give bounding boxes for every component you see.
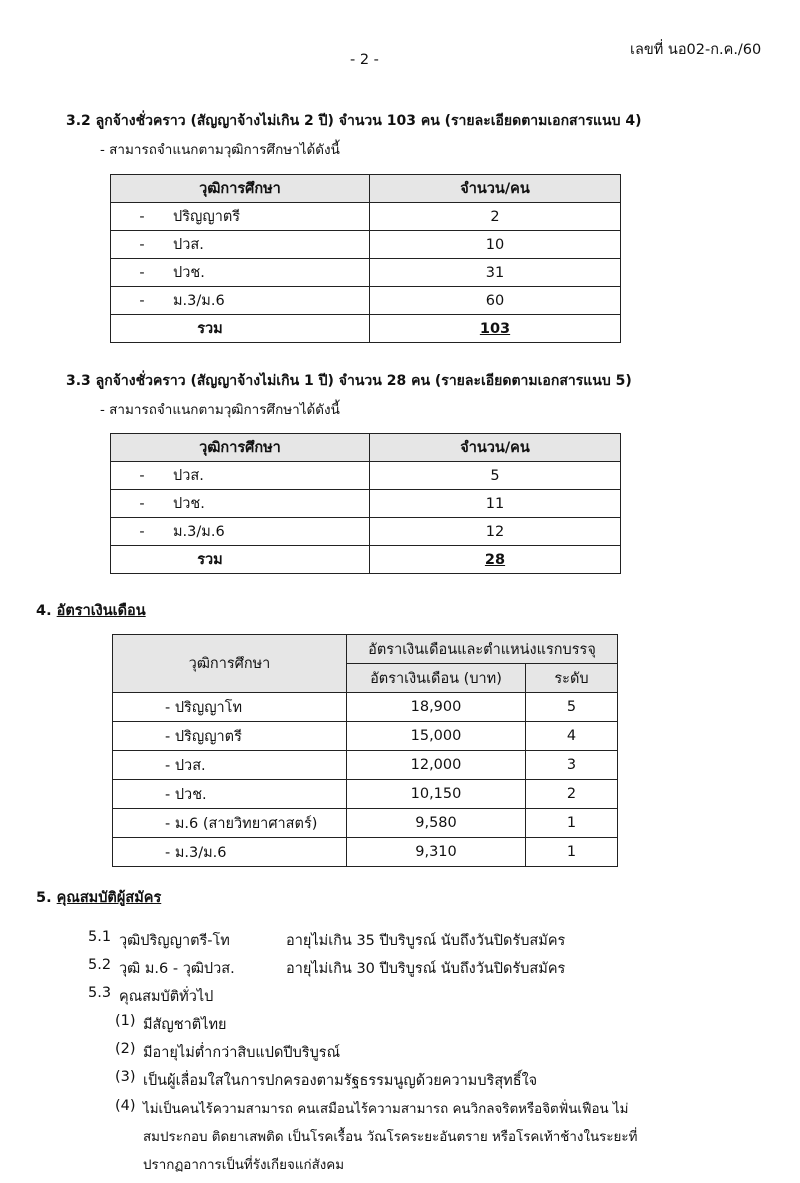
total-label: รวม	[111, 315, 370, 343]
row-level: 1	[526, 838, 618, 867]
document-number: เลขที่ นอ02-ก.ค./60	[630, 42, 762, 58]
general-label: คุณสมบัติทั่วไป	[119, 989, 214, 1005]
table-row	[113, 751, 618, 780]
section-3-2-heading: 3.2 ลูกจ้างชั่วคราว (สัญญาจ้างไม่เกิน 2 ปี) จำนวน 103 คน (รายละเอียดตามเอกสารแนบ 4)	[66, 113, 642, 129]
row-count: 31	[370, 259, 621, 287]
general-item-text: เป็นผู้เลื่อมใสในการปกครองตามรัฐธรรมนูญด้วยความบริสุทธิ์ใจ	[143, 1073, 538, 1089]
row-salary: 15,000	[347, 722, 526, 751]
section-5-heading	[36, 886, 161, 909]
col-header-education: วุฒิการศึกษา	[113, 635, 347, 693]
general-item-text: ไม่เป็นคนไร้ความสามารถ คนเสมือนไร้ความสามารถ คนวิกลจริตหรือจิตฟั่นเฟือน ไม่	[143, 1102, 629, 1117]
row-count: 5	[370, 462, 621, 490]
section-4-number: 4.	[36, 603, 52, 619]
table-row	[113, 722, 618, 751]
section-5-title: คุณสมบัติผู้สมัคร	[56, 890, 162, 906]
general-item-number: (3)	[115, 1069, 136, 1085]
row-count: 2	[370, 203, 621, 231]
total-value: 28	[370, 546, 621, 574]
row-salary: 9,310	[347, 838, 526, 867]
qualification-label: วุฒิ ม.6 - วุฒิปวส.	[119, 961, 235, 977]
table-row	[113, 693, 618, 722]
item-number: 5.1	[88, 929, 112, 945]
table-row	[111, 231, 621, 259]
table-row	[111, 287, 621, 315]
row-dash: -	[139, 496, 145, 512]
section-3-2-subheading: - สามารถจำแนกตามวุฒิการศึกษาได้ดังนี้	[100, 142, 340, 158]
col-header-level: ระดับ	[526, 664, 618, 693]
row-label: ปวช.	[173, 265, 205, 281]
col-header-salary: อัตราเงินเดือน (บาท)	[347, 664, 526, 693]
table-row	[113, 780, 618, 809]
table-row	[111, 203, 621, 231]
row-salary: 10,150	[347, 780, 526, 809]
total-value: 103	[370, 315, 621, 343]
row-education: - ปวส.	[113, 751, 347, 780]
general-item-number: (4)	[115, 1098, 136, 1114]
row-count: 10	[370, 231, 621, 259]
row-level: 5	[526, 693, 618, 722]
row-dash: -	[139, 265, 145, 281]
row-salary: 18,900	[347, 693, 526, 722]
salary-table	[112, 634, 618, 867]
section-3-3-subheading: - สามารถจำแนกตามวุฒิการศึกษาได้ดังนี้	[100, 402, 340, 418]
row-dash: -	[139, 524, 145, 540]
row-level: 4	[526, 722, 618, 751]
section-3-3-heading: 3.3 ลูกจ้างชั่วคราว (สัญญาจ้างไม่เกิน 1 ปี) จำนวน 28 คน (รายละเอียดตามเอกสารแนบ 5)	[66, 373, 632, 389]
general-item-number: (2)	[115, 1041, 136, 1057]
row-label: ปวส.	[173, 237, 204, 253]
row-label: ม.3/ม.6	[173, 524, 225, 540]
general-item-text-continued: ปรากฏอาการเป็นที่รังเกียจแก่สังคม	[143, 1158, 345, 1173]
table-row	[111, 518, 621, 546]
row-label: ปวช.	[173, 496, 205, 512]
row-count: 11	[370, 490, 621, 518]
row-dash: -	[139, 293, 145, 309]
qualification-item	[88, 929, 111, 945]
general-item-text-continued: สมประกอบ ติดยาเสพติด เป็นโรคเรื้อน วัณโรคระยะอันตราย หรือโรคเท้าช้างในระยะที่	[143, 1130, 638, 1145]
row-dash: -	[139, 237, 145, 253]
table-total-row	[111, 315, 621, 343]
row-dash: -	[139, 209, 145, 225]
row-education: - ปวช.	[113, 780, 347, 809]
table-row	[111, 490, 621, 518]
table-3-3	[110, 433, 621, 574]
table-row	[113, 809, 618, 838]
col-header-education: วุฒิการศึกษา	[111, 434, 370, 462]
salary-header-row-1	[113, 635, 618, 664]
page-number: - 2 -	[350, 52, 379, 68]
qualification-label: วุฒิปริญญาตรี-โท	[119, 933, 230, 949]
general-number: 5.3	[88, 985, 112, 1001]
qualification-desc: อายุไม่เกิน 30 ปีบริบูรณ์ นับถึงวันปิดรับสมัคร	[286, 961, 566, 977]
row-level: 1	[526, 809, 618, 838]
row-salary: 9,580	[347, 809, 526, 838]
row-education: - ม.6 (สายวิทยาศาสตร์)	[113, 809, 347, 838]
section-4-heading	[36, 599, 146, 622]
total-label: รวม	[111, 546, 370, 574]
table-row	[111, 259, 621, 287]
general-item-number: (1)	[115, 1013, 136, 1029]
row-label: ปริญญาตรี	[173, 209, 241, 225]
row-count: 12	[370, 518, 621, 546]
table-row	[111, 462, 621, 490]
table-row	[113, 838, 618, 867]
table-3-2	[110, 174, 621, 343]
row-education: - ม.3/ม.6	[113, 838, 347, 867]
general-item-text: มีสัญชาติไทย	[143, 1017, 227, 1033]
table-header-row	[111, 434, 621, 462]
col-header-education: วุฒิการศึกษา	[111, 175, 370, 203]
row-level: 2	[526, 780, 618, 809]
row-level: 3	[526, 751, 618, 780]
row-salary: 12,000	[347, 751, 526, 780]
table-header-row	[111, 175, 621, 203]
col-header-count: จำนวน/คน	[370, 434, 621, 462]
section-5-number: 5.	[36, 890, 52, 906]
table-total-row	[111, 546, 621, 574]
section-4-title: อัตราเงินเดือน	[56, 603, 146, 619]
row-count: 60	[370, 287, 621, 315]
item-number: 5.2	[88, 957, 112, 973]
row-label: ปวส.	[173, 468, 204, 484]
col-header-count: จำนวน/คน	[370, 175, 621, 203]
row-education: - ปริญญาตรี	[113, 722, 347, 751]
row-dash: -	[139, 468, 145, 484]
row-education: - ปริญญาโท	[113, 693, 347, 722]
col-header-group: อัตราเงินเดือนและตำแหน่งแรกบรรจุ	[347, 635, 618, 664]
qualification-desc: อายุไม่เกิน 35 ปีบริบูรณ์ นับถึงวันปิดรับสมัคร	[286, 933, 566, 949]
qualification-item	[88, 957, 111, 973]
row-label: ม.3/ม.6	[173, 293, 225, 309]
general-item-text: มีอายุไม่ต่ำกว่าสิบแปดปีบริบูรณ์	[143, 1045, 341, 1061]
